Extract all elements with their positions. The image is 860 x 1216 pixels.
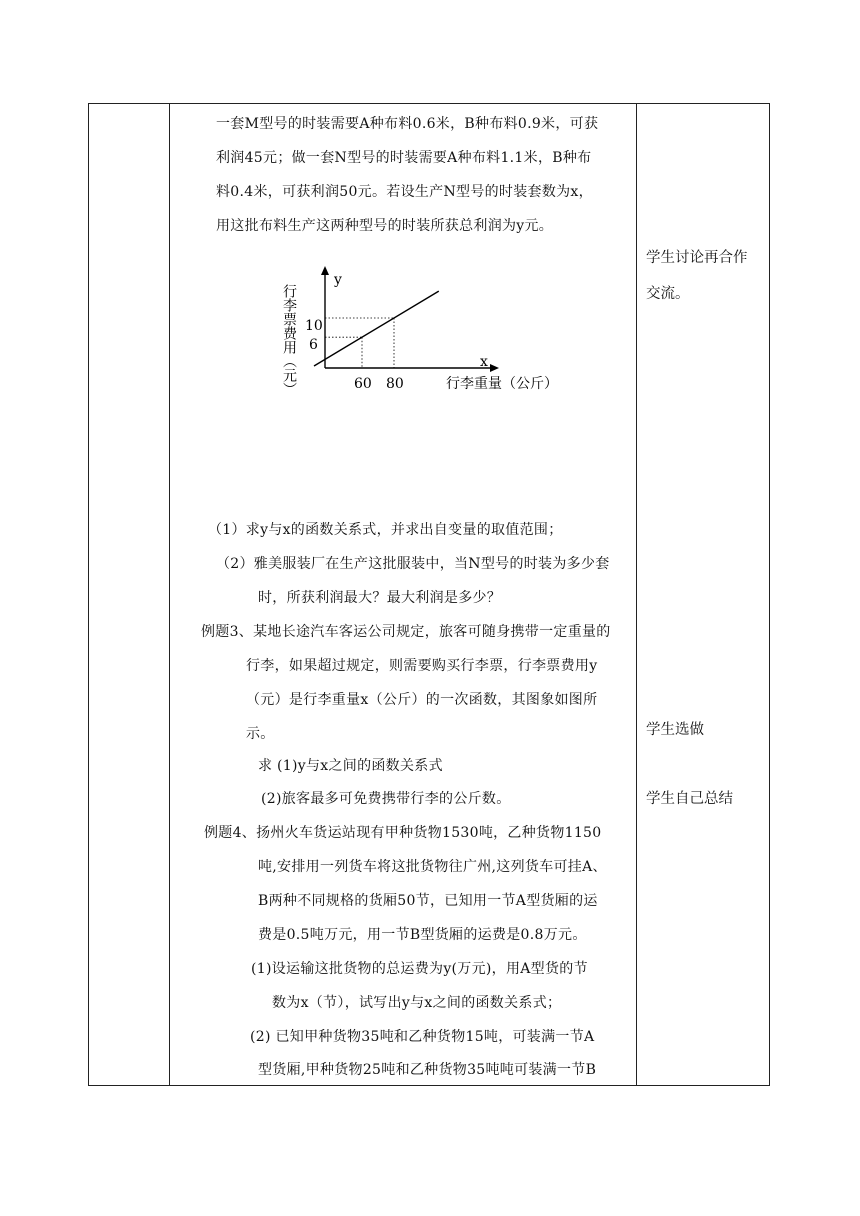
example4-part1-line2: 数为x（节），试写出y与x之间的函数关系式； <box>272 995 562 1011</box>
example3-line4: 示。 <box>246 726 275 742</box>
problem2-question2-line2: 时，所获利润最大？最大利润是多少？ <box>258 590 502 606</box>
example4-part2-line1: (2) 已知甲种货物35吨和乙种货物15吨，可装满一节A <box>250 1029 595 1045</box>
note-optional: 学生选做 <box>646 722 704 738</box>
problem2-question2-line1: （2）雅美服装厂在生产这批服装中，当N型号的时装为多少套 <box>216 556 610 572</box>
y-tick-label: 10 <box>305 318 323 334</box>
example4-part1-line1: (1)设运输这批货物的总运费为y(万元)，用A型货的节 <box>251 961 588 977</box>
x-axis-arrow <box>490 364 499 372</box>
example4-line3: B两种不同规格的货厢50节，已知用一节A型货厢的运 <box>258 893 598 909</box>
example3-ask1: 求 (1)y与x之间的函数关系式 <box>258 758 443 774</box>
example3-line2: 行李，如果超过规定，则需要购买行李票，行李票费用y <box>246 658 598 674</box>
problem2-line2: 利润45元；做一套N型号的时装需要A种布料1.1米，B种布 <box>216 150 592 166</box>
note-exchange: 交流。 <box>646 286 690 302</box>
example4-line2: 吨,安排用一列货车将这批货物往广州,这列货车可挂A、 <box>258 859 607 875</box>
problem2-question1: （1）求y与x的函数关系式，并求出自变量的取值范围； <box>208 522 563 538</box>
y-tick-label: 6 <box>309 337 318 354</box>
problem2-line1: 一套M型号的时装需要A种布料0.6米，B种布料0.9米，可获 <box>216 116 599 132</box>
chart-ylabel: 行李票费用（元） <box>281 284 297 396</box>
chart-xlabel: 行李重量（公斤） <box>446 376 558 392</box>
example4-line1: 例题4、扬州火车货运站现有甲种货物1530吨，乙种货物1150 <box>204 825 602 841</box>
luggage-fee-chart <box>270 262 600 412</box>
x-tick-label: 80 <box>386 376 404 392</box>
fee-line <box>314 291 439 366</box>
x-axis-letter: x <box>480 354 488 370</box>
example3-line1: 例题3、某地长途汽车客运公司规定，旅客可随身携带一定重量的 <box>201 624 611 640</box>
example4-line4: 费是0.5吨万元，用一节B型货厢的运费是0.8万元。 <box>258 927 587 943</box>
y-axis-arrow <box>321 266 329 275</box>
example4-part2-line2: 型货厢,甲种货物25吨和乙种货物35吨吨可装满一节B <box>258 1062 597 1078</box>
column-divider-1 <box>169 104 170 1085</box>
note-discuss: 学生讨论再合作 <box>646 250 748 266</box>
problem2-line3: 料0.4米，可获利润50元。若设生产N型号的时装套数为x， <box>216 184 593 200</box>
note-summary: 学生自己总结 <box>646 791 733 807</box>
problem2-line4: 用这批布料生产这两种型号的时装所获总利润为y元。 <box>216 218 554 234</box>
y-axis-letter: y <box>334 272 342 288</box>
column-divider-2 <box>636 104 637 1085</box>
example3-ask2: (2)旅客最多可免费携带行李的公斤数。 <box>261 791 511 807</box>
example3-line3: （元）是行李重量x（公斤）的一次函数，其图象如图所 <box>246 692 598 708</box>
x-tick-label: 60 <box>354 376 372 392</box>
